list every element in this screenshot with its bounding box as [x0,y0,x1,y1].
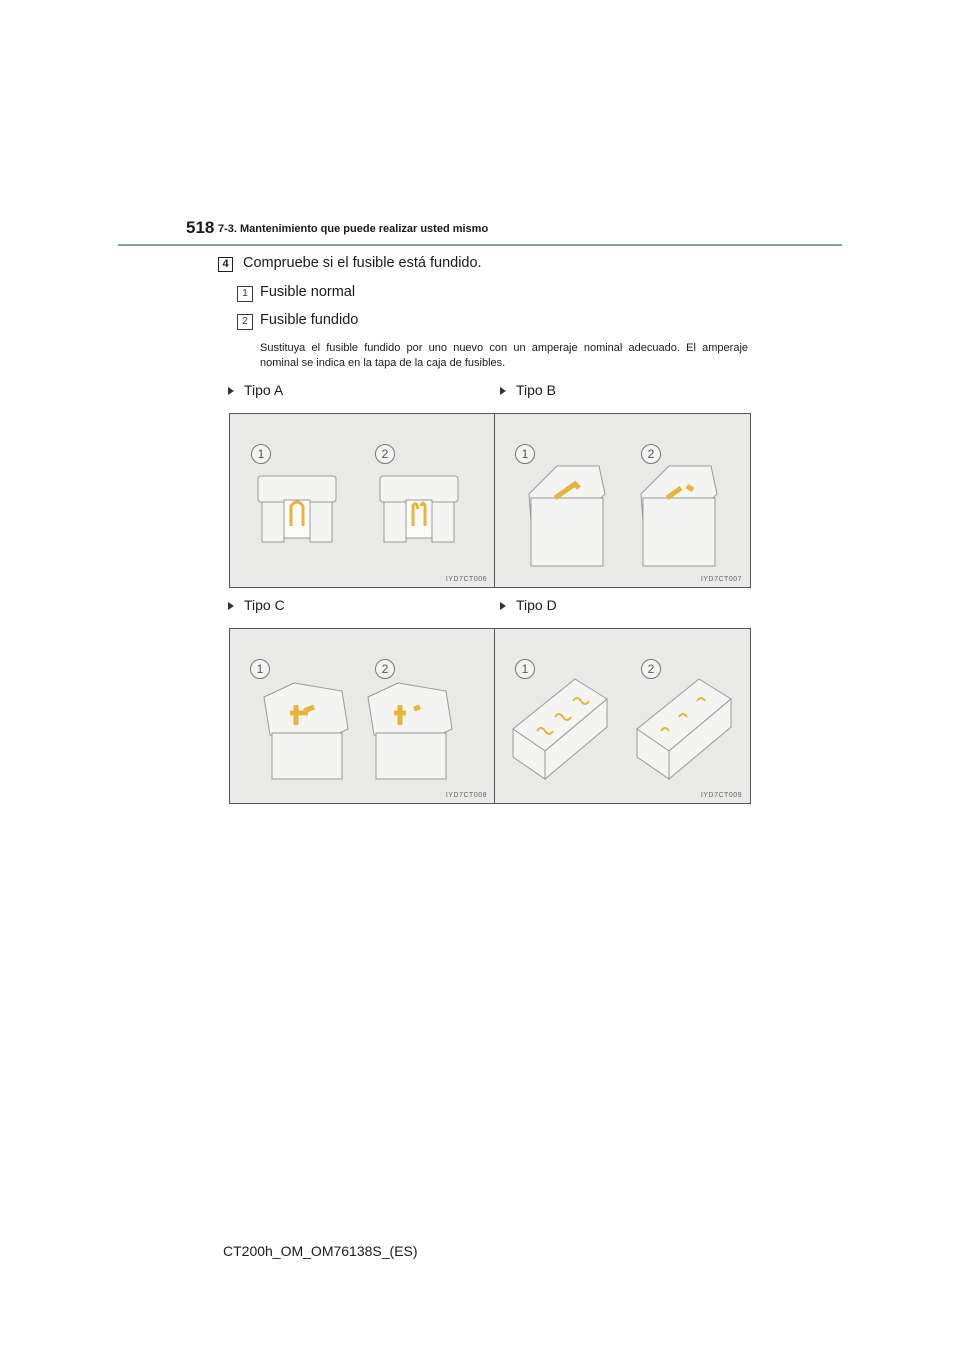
item-label-normal-fuse: Fusible normal [260,284,356,300]
figure-type-b [494,413,751,588]
type-c-heading [228,597,285,613]
fuse-type-b-illustration [495,414,750,587]
type-a-heading [228,382,283,398]
type-c-label: Tipo C [244,597,285,613]
figure-type-c [229,628,496,804]
triangle-bullet-icon [500,387,506,395]
type-b-heading [500,382,556,398]
fuse-type-d-illustration [495,629,750,803]
triangle-bullet-icon [228,387,234,395]
fuse-type-c-illustration [230,629,495,803]
figure-type-a [229,413,496,588]
callout-1: 1 [515,659,535,679]
callout-2: 2 [375,444,395,464]
page-number: 518 [186,218,215,237]
replacement-note: Sustituya el fusible fundido por uno nuevo con un amperaje nominal adecuado. El amperaje nominal se indica en la tapa de la caja de fusibles. [260,342,748,369]
figure-code: IYD7CT007 [700,576,742,583]
section-title: 7-3. Mantenimiento que puede realizar usted mismo [218,223,489,235]
type-d-label: Tipo D [516,597,557,613]
item-label-blown-fuse: Fusible fundido [260,312,359,328]
figure-code: IYD7CT009 [700,792,742,799]
callout-1: 1 [251,444,271,464]
fuse-type-a-illustration [230,414,495,587]
item-number-2: 2 [237,314,253,330]
header-rule [118,244,842,246]
step-number-badge: 4 [218,257,233,272]
figure-code: IYD7CT006 [445,576,487,583]
callout-2: 2 [641,659,661,679]
callout-2: 2 [641,444,661,464]
item-number-1: 1 [237,286,253,302]
document-code: CT200h_OM_OM76138S_(ES) [223,1243,418,1259]
type-a-label: Tipo A [244,382,284,398]
callout-1: 1 [250,659,270,679]
figure-code: IYD7CT008 [445,792,487,799]
type-d-heading [500,597,557,613]
type-b-label: Tipo B [516,382,556,398]
callout-2: 2 [375,659,395,679]
callout-1: 1 [515,444,535,464]
figure-type-d [494,628,751,804]
step-instruction: Compruebe si el fusible está fundido. [243,255,482,271]
triangle-bullet-icon [500,602,506,610]
triangle-bullet-icon [228,602,234,610]
